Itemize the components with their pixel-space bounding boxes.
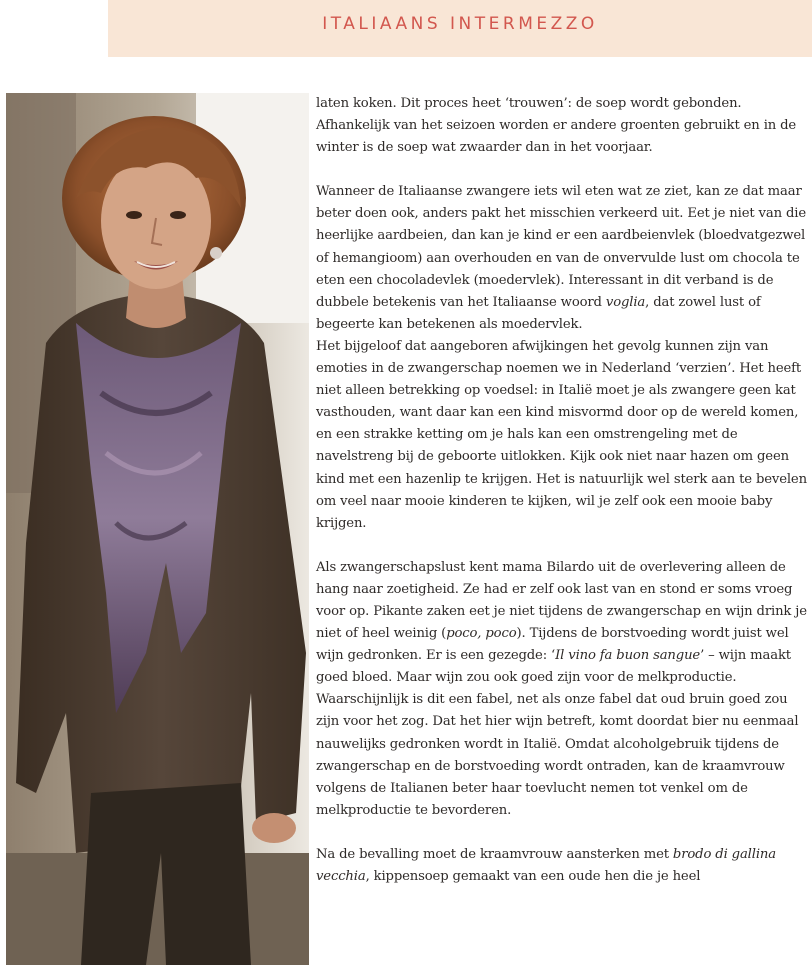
paragraph-3: Het bijgeloof dat aangeboren afwijkingen het gevolg kunnen zijn van emoties in de zwangerschap noemen we in Nederland ‘verzien’. Het heeft niet alleen betrekking op voedsel: in Italië moet je als zwangere geen kat vasthouden, want daar kan een kind misvormd door op de wereld komen, en een strakke ketting om je hals kan een omstrengeling met de navelstreng bij de geboorte uitlokken. Kijk ook niet naar hazen om geen kind met een hazenlip te krijgen. Het is natuurlijk wel sterk aan te bevelen om veel naar mooie kinderen te kijken, wil je zelf ook een mooie baby krijgen. [316,338,807,531]
italic-phrase: brodo di gallina vecchia [316,846,776,884]
paragraph-1: laten koken. Dit proces heet ‘trouwen’: de soep wordt gebonden. Afhankelijk van het seizoen worden er andere groenten gebruikt en in de winter is de soep wat zwaarder dan in het voorjaar. [316,96,797,156]
section-title: ITALIAANS INTERMEZZO [322,14,598,34]
paragraph-5: Na de bevalling moet de kraamvrouw aansterken met brodo di gallina vecchia, kippensoep gemaakt van een oude hen die je heel [316,846,776,884]
paragraph-2: Wanneer de Italiaanse zwangere iets wil eten wat ze ziet, kan ze dat maar beter doen ook, anders pakt het misschien verkeerd uit. Eet je niet van die heerlijke aardbeien, dan kan je kind er een aardbeienvlek (bloedvatgezwel of hemangioom) aan overhouden en van de onvervulde lust om chocola te eten een chocoladevlek (moedervlek). Interessant in dit verband is de dubbele betekenis van het Italiaanse woord voglia, dat zowel lust of begeerte kan betekenen als moedervlek. [316,184,806,332]
italic-phrase: voglia [605,294,646,310]
italic-phrase: poco, poco [446,626,517,642]
portrait-photo [6,93,309,965]
article-text [316,93,810,888]
italic-phrase: Il vino fa buon sangue [555,648,701,664]
section-header-band [108,0,812,57]
paragraph-4: Als zwangerschapslust kent mama Bilardo uit de overlevering alleen de hang naar zoetigheid. Ze had er zelf ook last van en stond er soms vroeg voor op. Pikante zaken eet je niet tijdens de zwangerschap en wijn drink je niet of heel weinig (poco, poco). Tijdens de borstvoeding wordt juist wel wijn gedronken. Er is een gezegde: ‘Il vino fa buon sangue’ – wijn maakt goed bloed. Maar wijn zou ook goed zijn voor de melkproductie. Waarschijnlijk is dit een fabel, net als onze fabel dat oud bruin goed zou zijn voor het zog. Dat het hier wijn betreft, komt doordat bier nu eenmaal nauwelijks gedronken wordt in Italië. Omdat alcoholgebruik tijdens de zwangerschap en de borstvoeding wordt ontraden, kan de kraamvrouw volgens de Italianen beter haar toevlucht nemen tot venkel om de melkproductie te bevorderen. [316,559,807,818]
portrait-photo-illustration [6,93,309,965]
